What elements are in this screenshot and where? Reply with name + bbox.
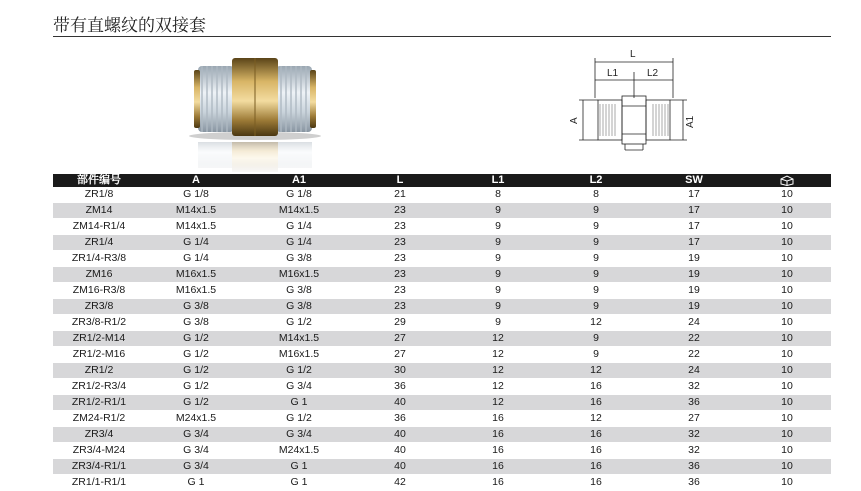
cell-sw: 22 [645,331,743,347]
cell-a: G 1/2 [145,331,247,347]
cell-l: 29 [351,315,449,331]
col-header-part-number: 部件编号 [53,174,145,187]
cell-pack-qty: 10 [743,299,831,315]
cell-l1: 12 [449,379,547,395]
cell-sw: 36 [645,395,743,411]
cell-a1: M16x1.5 [247,347,351,363]
cell-sw: 17 [645,235,743,251]
cell-a1: G 1/2 [247,315,351,331]
cell-part-number: ZR1/2-R3/4 [53,379,145,395]
cell-part-number: ZR3/4-M24 [53,443,145,459]
table-row [53,283,831,299]
col-header-pack [743,174,831,187]
cell-l1: 12 [449,363,547,379]
cell-a: G 3/4 [145,443,247,459]
cell-pack-qty: 10 [743,251,831,267]
table-row [53,443,831,459]
dim-label-a: A [569,117,580,124]
cell-part-number: ZM16-R3/8 [53,283,145,299]
table-row [53,267,831,283]
cell-a1: G 1/2 [247,411,351,427]
cell-a1: M14x1.5 [247,331,351,347]
cell-pack-qty: 10 [743,235,831,251]
cell-a: M14x1.5 [145,203,247,219]
table-row [53,379,831,395]
cell-pack-qty: 10 [743,459,831,475]
cell-l2: 12 [547,363,645,379]
table-row [53,219,831,235]
table-row [53,203,831,219]
cell-l2: 9 [547,203,645,219]
cell-l1: 9 [449,235,547,251]
cell-sw: 36 [645,475,743,491]
cell-l: 23 [351,283,449,299]
cell-sw: 36 [645,459,743,475]
col-header-l2: L2 [547,174,645,187]
cell-part-number: ZR1/2 [53,363,145,379]
table-row [53,251,831,267]
cell-l2: 8 [547,187,645,203]
cell-pack-qty: 10 [743,219,831,235]
cell-l1: 12 [449,395,547,411]
cell-l2: 16 [547,459,645,475]
cell-sw: 32 [645,379,743,395]
cell-a1: G 3/4 [247,379,351,395]
cell-a: G 3/8 [145,315,247,331]
cell-l2: 16 [547,475,645,491]
cell-a: G 1/2 [145,395,247,411]
cell-l1: 9 [449,267,547,283]
cell-a1: M16x1.5 [247,267,351,283]
cell-l2: 9 [547,347,645,363]
cell-l1: 9 [449,315,547,331]
cell-part-number: ZM14-R1/4 [53,219,145,235]
cell-pack-qty: 10 [743,475,831,491]
cell-part-number: ZR3/8-R1/2 [53,315,145,331]
cell-a1: G 1/2 [247,363,351,379]
cell-sw: 32 [645,427,743,443]
col-header-a: A [145,174,247,187]
cell-part-number: ZR1/8 [53,187,145,203]
cell-l2: 16 [547,443,645,459]
cell-part-number: ZR1/2-M14 [53,331,145,347]
cell-a: G 1 [145,475,247,491]
dimension-drawing [565,46,705,166]
dim-label-l: L [630,49,636,60]
cell-pack-qty: 10 [743,427,831,443]
cell-part-number: ZR3/4 [53,427,145,443]
cell-sw: 19 [645,299,743,315]
cell-sw: 32 [645,443,743,459]
cell-l: 27 [351,347,449,363]
table-row [53,347,831,363]
cell-l2: 16 [547,379,645,395]
cell-sw: 17 [645,219,743,235]
cell-a: G 1/2 [145,347,247,363]
cell-l1: 16 [449,443,547,459]
table-row [53,427,831,443]
col-header-l1: L1 [449,174,547,187]
cell-l1: 9 [449,283,547,299]
cell-a: M16x1.5 [145,267,247,283]
cell-l: 23 [351,235,449,251]
cell-pack-qty: 10 [743,363,831,379]
cell-l2: 9 [547,235,645,251]
cell-l: 23 [351,203,449,219]
cell-l2: 9 [547,251,645,267]
col-header-a1: A1 [247,174,351,187]
cell-l: 40 [351,395,449,411]
table-row [53,187,831,203]
cell-sw: 17 [645,187,743,203]
cell-l1: 9 [449,251,547,267]
cell-sw: 24 [645,315,743,331]
cell-sw: 24 [645,363,743,379]
cell-l2: 12 [547,315,645,331]
cell-a1: G 1/8 [247,187,351,203]
cell-a1: G 3/4 [247,427,351,443]
spec-table [53,174,831,491]
cell-l1: 12 [449,347,547,363]
cell-l2: 12 [547,411,645,427]
cell-a1: G 1 [247,395,351,411]
cell-a1: M14x1.5 [247,203,351,219]
cell-pack-qty: 10 [743,379,831,395]
cell-part-number: ZR3/4-R1/1 [53,459,145,475]
cell-pack-qty: 10 [743,283,831,299]
cell-part-number: ZM14 [53,203,145,219]
cell-l1: 16 [449,475,547,491]
cell-sw: 19 [645,283,743,299]
cell-l2: 9 [547,267,645,283]
cell-l2: 9 [547,299,645,315]
cell-pack-qty: 10 [743,315,831,331]
cell-pack-qty: 10 [743,267,831,283]
cell-l2: 9 [547,219,645,235]
table-row [53,363,831,379]
cell-sw: 19 [645,267,743,283]
table-header-row [53,174,831,187]
cell-l2: 9 [547,283,645,299]
product-photo [180,50,330,175]
cell-l: 23 [351,299,449,315]
cell-a: G 1/4 [145,251,247,267]
cell-sw: 27 [645,411,743,427]
cell-a: G 3/4 [145,459,247,475]
title-divider [53,36,831,37]
cell-a1: G 3/8 [247,283,351,299]
col-header-sw: SW [645,174,743,187]
cell-l1: 16 [449,459,547,475]
cell-l2: 16 [547,427,645,443]
cell-a1: M24x1.5 [247,443,351,459]
cell-l: 36 [351,411,449,427]
cell-part-number: ZR1/4-R3/8 [53,251,145,267]
table-row [53,299,831,315]
cell-l1: 8 [449,187,547,203]
page-title: 带有直螺纹的双接套 [53,16,206,36]
cell-a: M24x1.5 [145,411,247,427]
table-row [53,235,831,251]
cell-a: M16x1.5 [145,283,247,299]
cell-pack-qty: 10 [743,203,831,219]
cell-l1: 16 [449,427,547,443]
cell-l: 40 [351,459,449,475]
cell-l: 23 [351,219,449,235]
dim-label-a1: A1 [685,115,696,128]
cell-l: 36 [351,379,449,395]
cell-a1: G 1/4 [247,219,351,235]
cell-pack-qty: 10 [743,331,831,347]
cell-a: G 1/2 [145,363,247,379]
cell-l1: 9 [449,203,547,219]
cell-l: 23 [351,251,449,267]
cell-a: G 1/8 [145,187,247,203]
cell-pack-qty: 10 [743,187,831,203]
cell-a1: G 1 [247,459,351,475]
cell-l: 27 [351,331,449,347]
table-row [53,331,831,347]
cell-l2: 16 [547,395,645,411]
cell-a1: G 1 [247,475,351,491]
cell-pack-qty: 10 [743,411,831,427]
table-row [53,411,831,427]
cell-a: G 1/2 [145,379,247,395]
cell-part-number: ZR1/1-R1/1 [53,475,145,491]
cell-sw: 22 [645,347,743,363]
cell-sw: 17 [645,203,743,219]
table-row [53,475,831,491]
cell-a1: G 3/8 [247,299,351,315]
dim-label-l2: L2 [647,68,659,79]
cell-part-number: ZR3/8 [53,299,145,315]
cell-pack-qty: 10 [743,347,831,363]
cell-l: 40 [351,427,449,443]
dim-label-l1: L1 [607,68,619,79]
cell-l: 21 [351,187,449,203]
cell-l: 23 [351,267,449,283]
cell-part-number: ZR1/2-R1/1 [53,395,145,411]
cell-part-number: ZR1/4 [53,235,145,251]
cell-a: G 1/4 [145,235,247,251]
cell-sw: 19 [645,251,743,267]
cell-l: 42 [351,475,449,491]
cell-pack-qty: 10 [743,395,831,411]
table-row [53,459,831,475]
cell-a: G 3/4 [145,427,247,443]
cell-part-number: ZM16 [53,267,145,283]
cell-l: 40 [351,443,449,459]
cell-l1: 9 [449,219,547,235]
cell-a: M14x1.5 [145,219,247,235]
table-row [53,395,831,411]
cell-pack-qty: 10 [743,443,831,459]
cell-l1: 9 [449,299,547,315]
cell-part-number: ZR1/2-M16 [53,347,145,363]
cell-l1: 12 [449,331,547,347]
cell-a: G 3/8 [145,299,247,315]
cell-a1: G 1/4 [247,235,351,251]
table-row [53,315,831,331]
cell-a1: G 3/8 [247,251,351,267]
box-icon [779,175,795,186]
cell-l1: 16 [449,411,547,427]
cell-l2: 9 [547,331,645,347]
cell-l: 30 [351,363,449,379]
col-header-l: L [351,174,449,187]
cell-part-number: ZM24-R1/2 [53,411,145,427]
